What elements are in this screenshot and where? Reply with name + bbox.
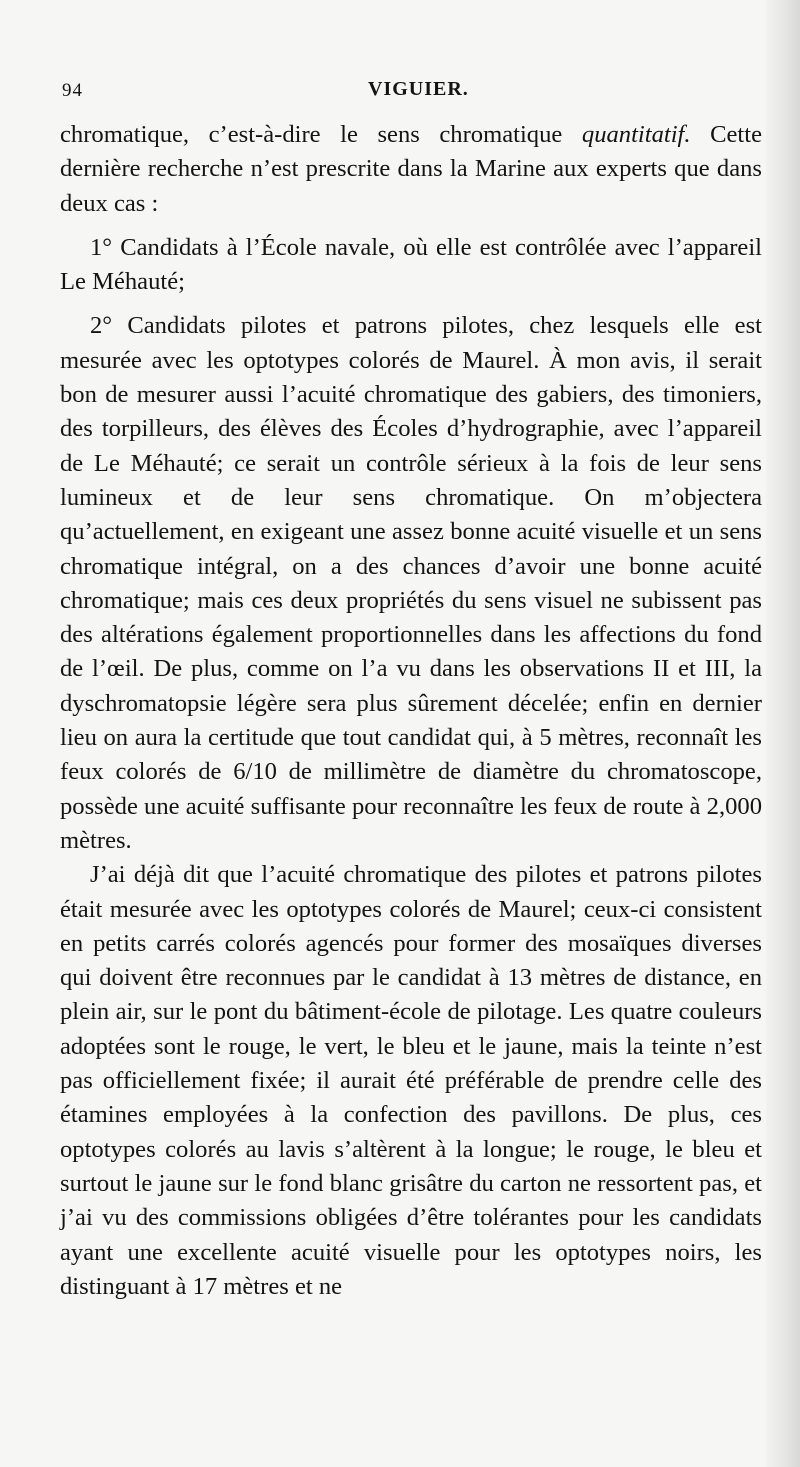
paragraph-1-text-b: Cette dernière recherche n’est prescrite dans la Marine aux experts que dans deux cas : [60,121,762,217]
running-head: VIGUIER. [368,78,469,100]
paragraph-3: 2° Candidats pilotes et patrons pilotes, chez lesquels elle est mesurée avec les optotypes colorés de Maurel. À mon avis, il serait bon de mesurer aussi l’acuité chromatique des gabiers, des timoniers, des torpilleurs, des élèves des Écoles d’hydrographie, avec l’appareil de Le Méhauté; ce serait un contrôle sérieux à la fois de leur sens lumineux et de leur sens chromatique. On m’objectera qu’actuellement, en exigeant une assez bonne acuité visuelle et un sens chromatique intégral, on a des chances d’avoir une bonne acuité chromatique; mais ces deux propriétés du sens visuel ne subissent pas des altérations également proportionnelles dans les affections du fond de l’œil. De plus, comme on l’a vu dans les observations II et III, la dyschromatopsie légère sera plus sûrement décelée; enfin en dernier lieu on aura la certitude que tout candidat qui, à 5 mètres, reconnaît les feux colorés de 6/10 de millimètre de diamètre du chromatoscope, possède une acuité suffisante pour reconnaître les feux de route à 2,000 mètres. [60,312,762,854]
paragraph-2: 1° Candidats à l’École navale, où elle est contrôlée avec l’appareil Le Méhauté; [60,233,762,296]
page-edge-shadow [766,0,800,1467]
page-header [62,78,762,108]
body-text [60,118,762,1304]
paragraph-4: J’ai déjà dit que l’acuité chromatique des pilotes et patrons pilotes était mesurée avec les optotypes colorés de Maurel; ceux-ci consistent en petits carrés colorés agencés pour former des mosaïques diverses qui doivent être reconnues par le candidat à 13 mètres de distance, en plein air, sur le pont du bâtiment-école de pilotage. Les quatre couleurs adoptées sont le rouge, le vert, le bleu et le jaune, mais la teinte n’est pas officiellement fixée; il aurait été préférable de prendre celle des étamines employées à la confection des pavillons. De plus, ces optotypes colorés au lavis s’altèrent à la longue; le rouge, le bleu et surtout le jaune sur le fond blanc grisâtre du carton ne ressortent pas, et j’ai vu des commissions obligées d’être tolérantes pour les candidats ayant une excellente acuité visuelle pour les optotypes noirs, les distinguant à 17 mètres et ne [60,861,762,1300]
page-number: 94 [62,80,83,101]
paragraph-1-text-a: chromatique, c’est-à-dire le sens chromatique [60,121,582,148]
paragraph-1-italic: quantitatif. [581,121,691,148]
paragraph-1 [60,118,762,221]
